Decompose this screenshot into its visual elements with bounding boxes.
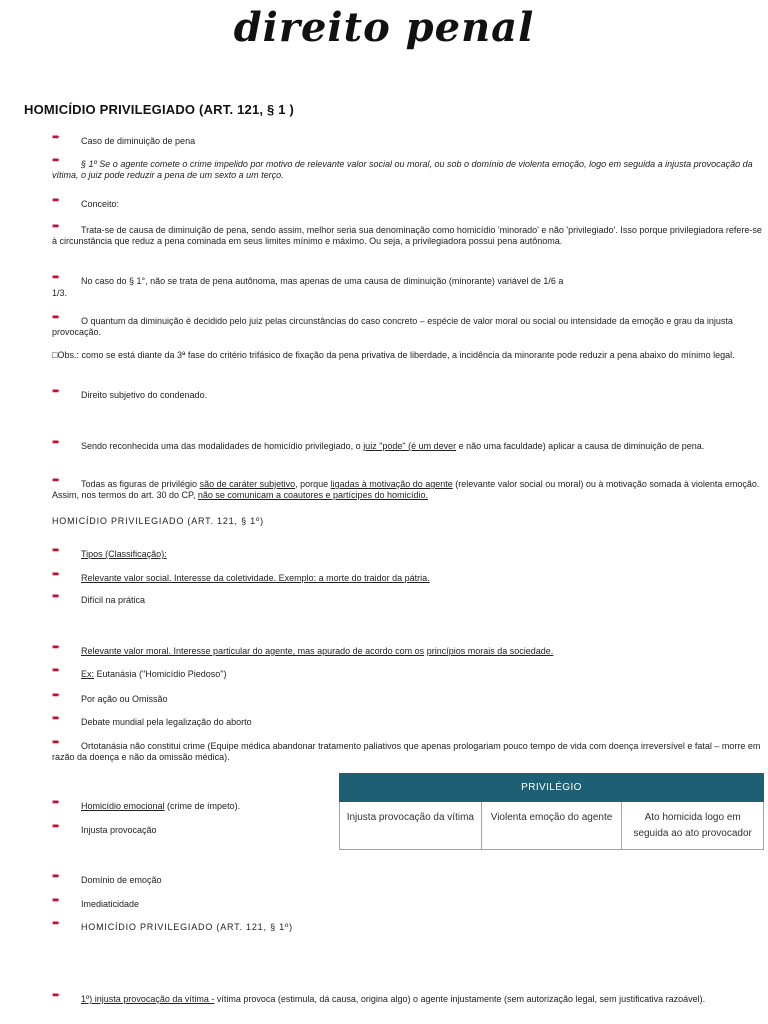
arrow-bullet-icon: ➨ xyxy=(52,312,61,323)
list-item: ➨ Sendo reconhecida uma das modalidades de homicídio privilegiado, o juiz "pode" (é um dever e não uma faculdade) aplicar a causa de diminuição de pena. xyxy=(52,437,705,451)
arrow-bullet-icon: ➨ xyxy=(52,642,61,653)
arrow-bullet-icon: ➨ xyxy=(52,918,61,929)
section-heading: HOMICÍDIO PRIVILEGIADO (ART. 121, § 1 ) xyxy=(24,102,295,117)
arrow-bullet-icon: ➨ xyxy=(52,195,61,206)
list-item: ➨ No caso do § 1°, não se trata de pena autônoma, mas apenas de uma causa de diminuição (minorante) variável de 1/6 a xyxy=(52,272,564,286)
list-item: ➨ Ex: Eutanásia ("Homicídio Piedoso") xyxy=(52,665,227,679)
list-item: ➨ Ortotanásia não constitui crime (Equipe médica abandonar tratamento paliativos que apenas prologariam pouco tempo de vida com doença irreversível e fatal – morre em razão da doença e não da omissão médica). xyxy=(52,737,761,762)
obs-note: □Obs.: como se está diante da 3ª fase do critério trifásico de fixação da pena privativa de liberdade, a incidência da minorante pode reduzir a pena abaixo do mínimo legal. xyxy=(52,350,735,360)
list-item: ➨ Imediaticidade xyxy=(52,895,140,909)
table-cell: Violenta emoção do agente xyxy=(481,802,622,850)
list-item: ➨ Por ação ou Omissão xyxy=(52,690,168,704)
list-item: ➨ Conceito: xyxy=(52,195,120,209)
list-item: ➨ Relevante valor moral. Interesse particular do agente, mas apurado de acordo com os princípios morais da sociedade. xyxy=(52,642,554,656)
page-title: direito penal xyxy=(233,4,535,51)
list-item: ➨ Debate mundial pela legalização do aborto xyxy=(52,713,252,727)
list-item: ➨ Difícil na prática xyxy=(52,591,146,605)
arrow-bullet-icon: ➨ xyxy=(52,272,61,283)
arrow-bullet-icon: ➨ xyxy=(52,221,61,232)
list-item: ➨ Homicídio emocional (crime de ímpeto). xyxy=(52,797,241,811)
list-item: ➨ HOMICÍDIO PRIVILEGIADO (ART. 121, § 1º) xyxy=(52,918,293,932)
arrow-bullet-icon: ➨ xyxy=(52,665,61,676)
list-item: ➨ Tipos (Classificação): xyxy=(52,545,167,559)
list-item: ➨ Direito subjetivo do condenado. xyxy=(52,386,208,400)
list-item: ➨ Todas as figuras de privilégio são de caráter subjetivo, porque ligadas à motivação do agente (relevante valor social ou moral) ou à motivação somada à violenta emoção. Assim, nos termos do art. 30 do CP, não se comunicam a coautores e partícipes do homicídio. xyxy=(52,475,760,500)
arrow-bullet-icon: ➨ xyxy=(52,132,61,143)
list-item: ➨ Caso de diminuição de pena xyxy=(52,132,196,146)
arrow-bullet-icon: ➨ xyxy=(52,713,61,724)
subheading: HOMICÍDIO PRIVILEGIADO (ART. 121, § 1º) xyxy=(52,516,264,526)
privilegio-table-header: PRIVILÉGIO xyxy=(340,774,764,802)
privilegio-table xyxy=(339,773,764,850)
arrow-bullet-icon: ➨ xyxy=(52,437,61,448)
list-item-continuation: 1/3. xyxy=(52,288,68,298)
arrow-bullet-icon: ➨ xyxy=(52,690,61,701)
arrow-bullet-icon: ➨ xyxy=(52,797,61,808)
table-cell: Injusta provocação da vítima xyxy=(340,802,482,850)
list-item: ➨ § 1º Se o agente comete o crime impelido por motivo de relevante valor social ou moral, ou sob o domínio de violenta emoção, logo em seguida a injusta provocação da vítima, o juiz pode reduzir a pena de um sexto a um terço. xyxy=(52,155,753,180)
list-item: ➨ Trata-se de causa de diminuição de pena, sendo assim, melhor seria sua denominação como homicídio 'minorado' e não 'privilegiado'. Isso porque privilegiadora refere-se à circunstância que reduz a pena cominada em seus limites mínimo e máximo. Ou seja, a privilegiadora possui pena autônoma. xyxy=(52,221,762,246)
arrow-bullet-icon: ➨ xyxy=(52,386,61,397)
list-item: ➨ O quantum da diminuição é decidido pelo juiz pelas circunstâncias do caso concreto – espécie de valor moral ou social ou intensidade da emoção e grau da injusta provocação. xyxy=(52,312,733,337)
arrow-bullet-icon: ➨ xyxy=(52,155,61,166)
arrow-bullet-icon: ➨ xyxy=(52,990,61,1001)
table-cell: Ato homicida logo em seguida ao ato provocador xyxy=(622,802,764,850)
list-item: ➨ Relevante valor social. Interesse da coletividade. Exemplo: a morte do traidor da pátria. xyxy=(52,569,430,583)
arrow-bullet-icon: ➨ xyxy=(52,871,61,882)
arrow-bullet-icon: ➨ xyxy=(52,475,61,486)
list-item: ➨ 1º) injusta provocação da vítima - vítima provoca (estimula, dá causa, origina algo) o agente injustamente (sem autorização legal, sem justificativa razoável). xyxy=(52,990,706,1004)
arrow-bullet-icon: ➨ xyxy=(52,569,61,580)
arrow-bullet-icon: ➨ xyxy=(52,821,61,832)
list-item: ➨ Injusta provocação xyxy=(52,821,157,835)
list-item: ➨ Domínio de emoção xyxy=(52,871,162,885)
arrow-bullet-icon: ➨ xyxy=(52,545,61,556)
arrow-bullet-icon: ➨ xyxy=(52,591,61,602)
checkbox-glyph-icon: □ xyxy=(52,350,58,360)
arrow-bullet-icon: ➨ xyxy=(52,737,61,748)
arrow-bullet-icon: ➨ xyxy=(52,895,61,906)
